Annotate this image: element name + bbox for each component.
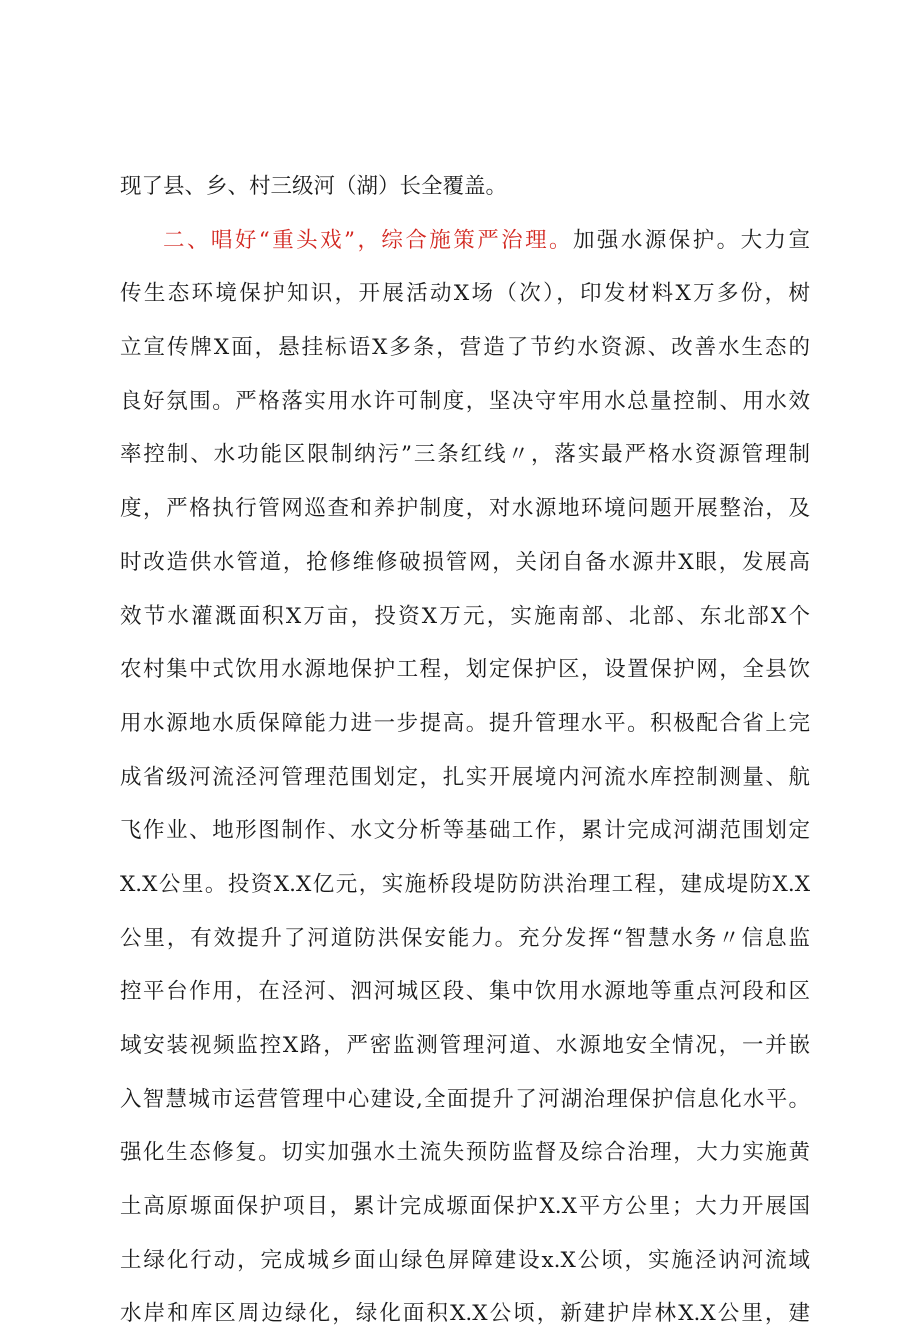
paragraph-line bbox=[120, 214, 810, 268]
paragraph-line: 传生态环境保护知识，开展活动Ⅹ场（次），印发材料Ⅹ万多份，树 bbox=[120, 281, 810, 307]
paragraph-line: 度，严格执行管网巡查和养护制度，对水源地环境问题开展整治，及 bbox=[120, 496, 810, 522]
paragraph-line: 水岸和库区周边绿化，绿化面积X.X公顷，新建护岸林X.X公里，建 bbox=[120, 1301, 810, 1327]
document-body bbox=[120, 160, 810, 1341]
paragraph-line: 公里，有效提升了河道防洪保安能力。充分发挥“智慧水务〃信息监 bbox=[120, 925, 810, 951]
paragraph-line: 入智慧城市运营管理中心建设,全面提升了河湖治理保护信息化水平。 bbox=[120, 1086, 810, 1112]
paragraph-line: 农村集中式饮用水源地保护工程，划定保护区，设置保护网，全县饮 bbox=[120, 657, 810, 683]
section-lead-text: 加强水源保护。大力宣 bbox=[572, 227, 810, 253]
paragraph-line: 土绿化行动，完成城乡面山绿色屏障建设x.X公顷，实施泾讷河流域 bbox=[120, 1247, 810, 1273]
paragraph-line: X.X公里。投资X.X亿元，实施桥段堤防防洪治理工程，建成堤防X.X bbox=[120, 871, 810, 897]
paragraph-line: 效节水灌溉面积Ⅹ万亩，投资Ⅹ万元，实施南部、北部、东北部Ⅹ个 bbox=[120, 603, 810, 629]
paragraph-line: 飞作业、地形图制作、水文分析等基础工作，累计完成河湖范围划定 bbox=[120, 818, 810, 844]
paragraph-line: 率控制、水功能区限制纳污”三条红线〃，落实最严格水资源管理制 bbox=[120, 442, 810, 468]
paragraph-line: 强化生态修复。切实加强水土流失预防监督及综合治理，大力实施黄 bbox=[120, 1140, 810, 1166]
paragraph-line: 现了县、乡、村三级河（湖）长全覆盖。 bbox=[120, 174, 508, 199]
paragraph-line: 土高原塬面保护项目，累计完成塬面保护X.X平方公里；大力开展国 bbox=[120, 1194, 810, 1220]
paragraph-line: 成省级河流泾河管理范围划定，扎实开展境内河流水库控制测量、航 bbox=[120, 764, 810, 790]
paragraph-line: 用水源地水质保障能力进一步提高。提升管理水平。积极配合省上完 bbox=[120, 710, 810, 736]
paragraph-line: 控平台作用，在泾河、泗河城区段、集中饮用水源地等重点河段和区 bbox=[120, 979, 810, 1005]
paragraph-line: 时改造供水管道，抢修维修破损管网，关闭自备水源井Ⅹ眼，发展高 bbox=[120, 549, 810, 575]
paragraph-line: 立宣传牌Ⅹ面，悬挂标语Ⅹ多条，营造了节约水资源、改善水生态的 bbox=[120, 335, 810, 361]
paragraph-line: 良好氛围。严格落实用水许可制度，坚决守牢用水总量控制、用水效 bbox=[120, 388, 810, 414]
section-heading: 二、唱好“重头戏”，综合施策严治理。 bbox=[163, 227, 573, 253]
paragraph-line: 域安装视频监控Ⅹ路，严密监测管理河道、水源地安全情况，一并嵌 bbox=[120, 1033, 810, 1058]
